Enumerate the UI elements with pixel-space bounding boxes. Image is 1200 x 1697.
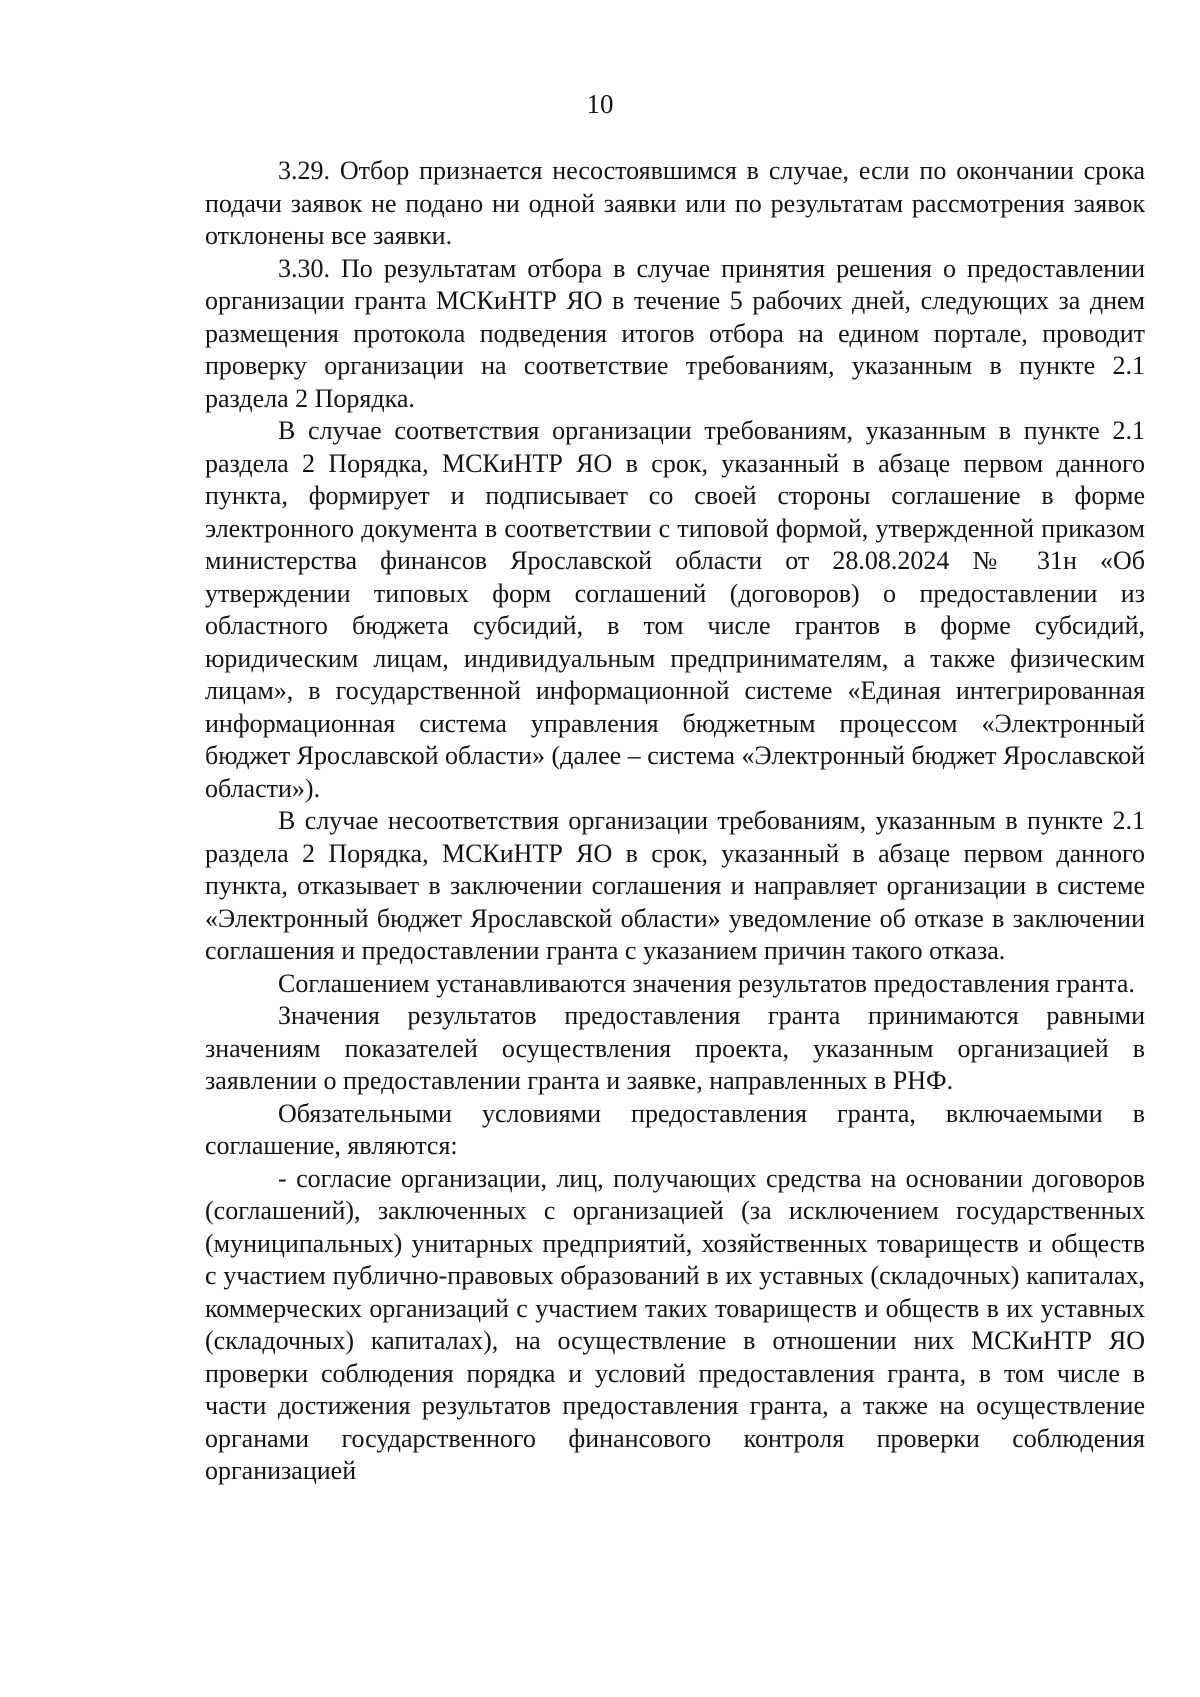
paragraph-consent-item: - согласие организации, лиц, получающих средства на основании договоров (соглашений), заключенных с организацией (за исключением государственных (муниципальных) унитарных предприятий, хозяйственных товариществ и обществ с участием публично-правовых образований в их уставных (складочных) капиталах, коммерческих организаций с участием таких товариществ и обществ в их уставных (складочных) капиталах), на осуществление в отношении них МСКиНТР ЯО проверки соблюдения порядка и условий предоставления гранта, в том числе в части достижения результатов предоставления гранта, а также на осуществление органами государственного финансового контроля проверки соблюдения организацией [205, 1163, 1145, 1485]
paragraph-mandatory-conditions: Обязательными условиями предоставления гранта, включаемыми в соглашение, являются: [205, 1098, 1145, 1160]
paragraph-results-values: Соглашением устанавливаются значения результатов предоставления гранта. [278, 968, 1135, 998]
paragraph-noncompliance: В случае несоответствия организации требованиям, указанным в пункте 2.1 раздела 2 Порядка, МСКиНТР ЯО в срок, указанный в абзаце первом данного пункта, отказывает в заключении соглашения и направляет организации в системе «Электронный бюджет Ярославской области» уведомление об отказе в заключении соглашения и предоставлении гранта с указанием причин такого отказа. [205, 806, 1145, 965]
page-number: 10 [586, 89, 614, 119]
paragraph-3-29: 3.29. Отбор признается несостоявшимся в случае, если по окончании срока подачи заявок не подано ни одной заявки или по результатам рассмотрения заявок отклонены все заявки. [205, 156, 1145, 250]
paragraph-results-equal: Значения результатов предоставления гранта принимаются равными значениям показателей осуществления проекта, указанным организацией в заявлении о предоставлении гранта и заявке, направленных в РНФ. [205, 1001, 1145, 1095]
paragraph-compliance: В случае соответствия организации требованиям, указанным в пункте 2.1 раздела 2 Порядка, МСКиНТР ЯО в срок, указанный в абзаце первом данного пункта, формирует и подписывает со своей стороны соглашение в форме электронного документа в соответствии с типовой формой, утвержденной приказом министерства финансов Ярославской области от 28.08.2024 № 31н «Об утверждении типовых форм соглашений (договоров) о предоставлении из областного бюджета субсидий, в том числе грантов в форме субсидий, юридическим лицам, индивидуальным предпринимателям, а также физическим лицам», в государственной информационной системе «Единая интегрированная информационная система управления бюджетным процессом «Электронный бюджет Ярославской области» (далее – система «Электронный бюджет Ярославской области»). [205, 416, 1145, 803]
paragraph-3-30: 3.30. По результатам отбора в случае принятия решения о предоставлении организации гранта МСКиНТР ЯО в течение 5 рабочих дней, следующих за днем размещения протокола подведения итогов отбора на едином портале, проводит проверку организации на соответствие требованиям, указанным в пункте 2.1 раздела 2 Порядка. [205, 253, 1145, 413]
document-body [205, 155, 1145, 1488]
